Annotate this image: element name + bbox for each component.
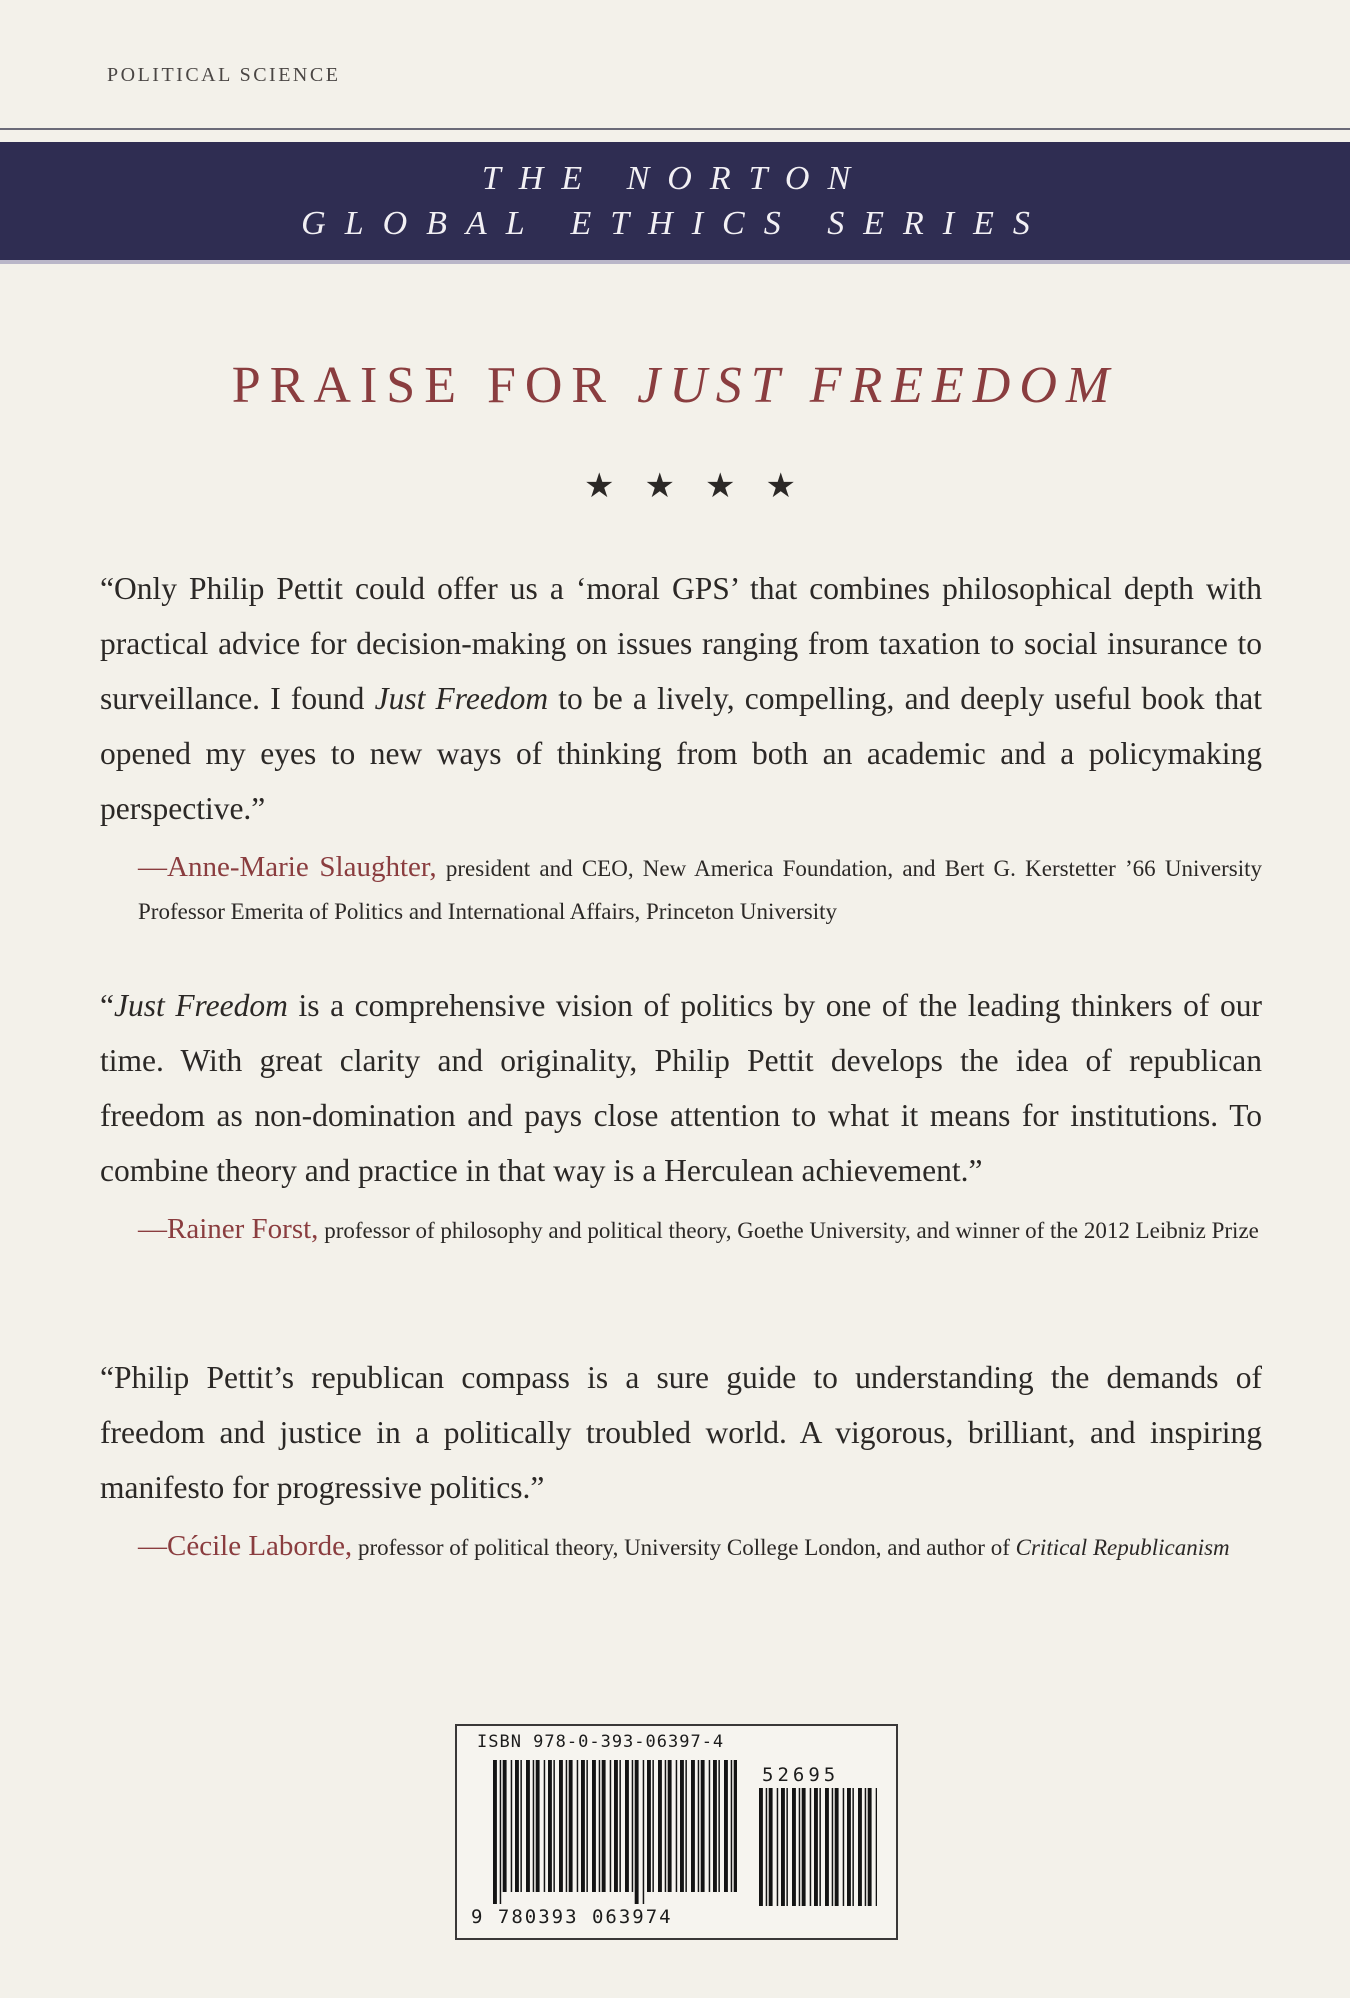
isbn-number: ISBN 978-0-393-06397-4 — [477, 1732, 725, 1752]
barcode-bar — [619, 1760, 621, 1892]
star-ornament: ★★★★ — [584, 466, 826, 506]
top-rule — [0, 128, 1350, 130]
barcode-bar — [520, 1760, 522, 1892]
blurb-1-author: —Anne-Marie Slaughter, — [138, 851, 437, 883]
barcode-bar — [559, 1760, 563, 1892]
barcode-bar — [536, 1760, 540, 1892]
blurb-1-author-role: president and CEO, New America Foundation, and Bert G. Kerstetter ’66 University Professor Emerita of Politics and International Affairs, Princeton University — [138, 856, 1262, 924]
barcode-bar — [802, 1788, 806, 1906]
barcode-bar — [592, 1760, 596, 1892]
barcode-bar — [852, 1788, 854, 1906]
barcode-bar — [865, 1788, 867, 1906]
barcode-bar — [777, 1788, 779, 1906]
barcode-bar — [734, 1760, 737, 1892]
barcode-bar — [515, 1760, 519, 1892]
barcode-bar — [577, 1760, 579, 1892]
barcode-bar — [713, 1760, 717, 1892]
barcode-bar — [698, 1760, 700, 1892]
barcode-bar — [814, 1788, 818, 1906]
barcode-bar — [701, 1760, 705, 1892]
barcode-bar — [843, 1788, 845, 1906]
ean-digits: 9 780393 063974 — [471, 1906, 673, 1928]
blurb-1-book-title: Just Freedom — [374, 681, 549, 716]
barcode-bar — [825, 1788, 829, 1906]
barcode-bar — [691, 1760, 695, 1892]
blurb-3-text: “Philip Pettit’s republican compass is a sure guide to understanding the demands of freedom and justice in a politically troubled world. A vigorous, brilliant, and inspiring manifesto for progressive politics.” — [100, 1360, 1262, 1505]
blurb-1-part-a: “Only Philip Pettit could offer us a ‘moral GPS’ that combines philosophical depth with practical advice for decision-making on issues ranging from taxation to social insurance to surveillance. I found — [100, 571, 1262, 716]
blurb-1-attribution — [138, 846, 1262, 933]
barcode-bar — [553, 1760, 555, 1892]
blurb-3-author-role: professor of political theory, University College London, and author of — [352, 1535, 1016, 1560]
barcode-bar — [724, 1760, 728, 1892]
blurb-3-book-title: Critical Republicanism — [1015, 1535, 1230, 1560]
barcode-bar — [847, 1788, 851, 1906]
blurb-1 — [100, 561, 1262, 933]
series-title-line-1: THE NORTON — [481, 160, 869, 197]
praise-heading-book: JUST FREEDOM — [637, 357, 1119, 414]
blurb-3 — [100, 1350, 1262, 1569]
barcode-bar — [544, 1760, 546, 1892]
barcode-bar — [769, 1788, 773, 1906]
barcode-bar — [835, 1788, 839, 1906]
barcode-bar — [668, 1760, 672, 1892]
blurb-2-part-b: is a comprehensive vision of politics by one of the leading thinkers of our time. With great clarity and originality, Philip Pettit develops the idea of republican freedom as non-domination and pays close attention to what it means for institutions. To combine theory and practice in that way is a Herculean achievement.” — [100, 988, 1262, 1188]
barcode-bar — [500, 1760, 502, 1904]
barcode-bar — [511, 1760, 513, 1892]
barcode-bar — [858, 1788, 862, 1906]
barcode-bar — [718, 1760, 720, 1892]
blurb-3-attribution — [138, 1525, 1262, 1569]
blurb-2-author-role: professor of philosophy and political theory, Goethe University, and winner of the 2012 Leibniz Prize — [318, 1218, 1259, 1243]
blurb-1-part-b: to be a lively, compelling, and deeply useful book that opened my eyes to new ways of thinking from both an academic and a policymaking perspective.” — [100, 681, 1262, 826]
blurb-2-book-title: Just Freedom — [113, 988, 288, 1023]
barcode-bar — [652, 1760, 654, 1892]
barcode-bar — [685, 1760, 687, 1892]
barcode-bar — [614, 1760, 618, 1892]
price-code: 52695 — [762, 1764, 840, 1786]
barcode-bar — [868, 1788, 872, 1906]
series-banner — [0, 142, 1350, 264]
blurb-2-part-a: “ — [100, 988, 114, 1023]
barcode-bar — [599, 1760, 601, 1892]
praise-heading — [0, 356, 1350, 415]
blurb-2-attribution — [138, 1208, 1262, 1252]
blurb-1-text — [100, 561, 1262, 836]
barcode-bar — [533, 1760, 535, 1892]
series-title-line-2: GLOBAL ETHICS SERIES — [301, 205, 1049, 242]
barcode-bar — [493, 1760, 497, 1904]
barcode-bar — [731, 1760, 733, 1892]
blurb-2 — [100, 978, 1262, 1252]
barcode-bar — [581, 1760, 585, 1892]
category-label: POLITICAL SCIENCE — [107, 64, 341, 86]
barcode-bar — [635, 1760, 639, 1904]
blurb-3-author: —Cécile Laborde, — [138, 1530, 353, 1562]
barcode-bar — [602, 1760, 606, 1892]
barcode-bar — [665, 1760, 667, 1892]
barcode-bar — [680, 1760, 684, 1892]
barcode-bar — [503, 1760, 507, 1892]
barcode-bar — [676, 1760, 678, 1892]
barcode-bar — [792, 1788, 796, 1906]
barcode-bar — [810, 1788, 812, 1906]
barcode-bar — [647, 1760, 651, 1892]
barcode-bar — [832, 1788, 834, 1906]
barcode-box — [455, 1724, 898, 1940]
barcode-bar — [766, 1788, 768, 1906]
barcode-bar — [569, 1760, 573, 1892]
barcode-bar — [632, 1760, 634, 1892]
barcode-bar — [819, 1788, 821, 1906]
blurb-2-author: —Rainer Forst, — [138, 1213, 319, 1245]
barcode-bar — [658, 1760, 662, 1892]
barcode-bar — [625, 1760, 629, 1892]
praise-heading-prefix: PRAISE FOR — [231, 357, 638, 414]
barcode-bar — [566, 1760, 568, 1892]
barcode-bar — [586, 1760, 588, 1892]
barcode-bar — [610, 1760, 612, 1892]
barcode-bar — [643, 1760, 645, 1904]
blurb-2-text — [100, 978, 1262, 1198]
barcode-bar — [876, 1788, 877, 1906]
barcode-bar — [759, 1788, 763, 1906]
barcode-bar — [799, 1788, 801, 1906]
barcode-bar — [709, 1760, 711, 1892]
barcode-bar — [548, 1760, 552, 1892]
barcode-bar — [786, 1788, 788, 1906]
barcode-bar — [526, 1760, 530, 1892]
barcode-bar — [781, 1788, 785, 1906]
